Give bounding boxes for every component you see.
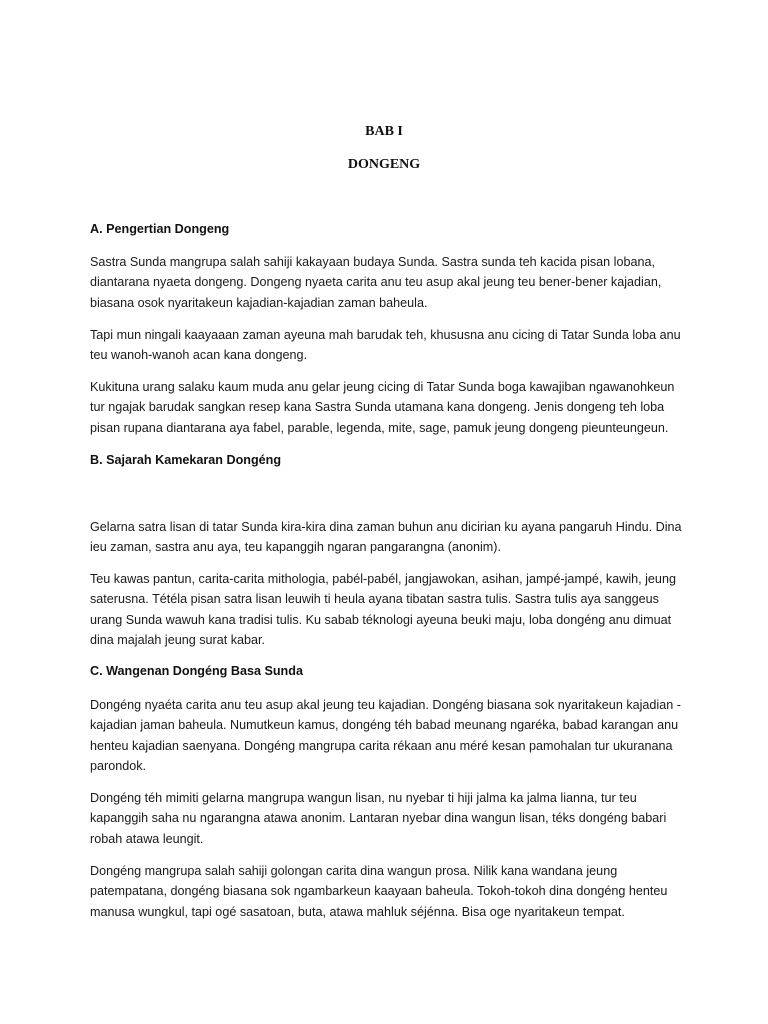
section-a-paragraph-3: Kukituna urang salaku kaum muda anu gelar jeung cicing di Tatar Sunda boga kawajiban ngawanohkeun tur ngajak barudak sangkan resep kana Sastra Sunda utamana kana dongeng. Jenis dongeng teh loba pisan rupana diantarana aya fabel, parable, legenda, mite, sage, pamuk jeung dongeng pieunteungeun.	[90, 380, 675, 435]
section-a-paragraph-1: Sastra Sunda mangrupa salah sahiji kakayaan budaya Sunda. Sastra sunda teh kacida pisan lobana, diantarana nyaeta dongeng. Dongeng nyaeta carita anu teu asup akal jeung teu bener-bener kajadian, biasana osok nyaritakeun kajadian-kajadian zaman baheula.	[90, 255, 662, 310]
chapter-number: BAB I	[365, 124, 403, 139]
section-b-paragraph-2: Teu kawas pantun, carita-carita mithologia, pabél-pabél, jangjawokan, asihan, jampé-jampé, kawih, jeung saterusna. Tétéla pisan satra lisan leuwih ti heula ayana tibatan sastra tulis. Sastra tulis aya sanggeus urang Sunda wawuh kana tradisi tulis. Ku sabab téknologi ayeuna beuki maju, loba dongéng anu dimuat dina majalah jeung surat kabar.	[90, 572, 676, 647]
section-c-heading: C. Wangenan Dongéng Basa Sunda	[90, 664, 303, 678]
section-a-heading: A. Pengertian Dongeng	[90, 222, 230, 236]
section-c-paragraph-1: Dongéng nyaéta carita anu teu asup akal jeung teu kajadian. Dongéng biasana sok nyaritakeun kajadian - kajadian jaman baheula. Numutkeun kamus, dongéng téh babad meunang ngaréka, babad karangan anu henteu kajadian saenyana. Dongéng mangrupa carita rékaan anu méré kesan pamohalan tur ukuranana parondok.	[90, 698, 681, 773]
section-b-paragraph-1: Gelarna satra lisan di tatar Sunda kira-kira dina zaman buhun anu dicirian ku ayana pangaruh Hindu. Dina ieu zaman, sastra anu aya, teu kapanggih ngaran pangarangna (anonim).	[90, 520, 682, 555]
section-b-heading: B. Sajarah Kamekaran Dongéng	[90, 453, 282, 467]
section-a-paragraph-2: Tapi mun ningali kaayaaan zaman ayeuna mah barudak teh, khususna anu cicing di Tatar Sunda loba anu teu wanoh-wanoh acan kana dongeng.	[90, 328, 681, 363]
chapter-title: DONGENG	[347, 157, 421, 172]
section-c-paragraph-3: Dongéng mangrupa salah sahiji golongan carita dina wangun prosa. Nilik kana wandana jeung patempatana, dongéng biasana sok ngambarkeun kaayaan baheula. Tokoh-tokoh dina dongéng henteu manusa wungkul, tapi ogé sasatoan, buta, atawa mahluk séjénna. Bisa oge nyaritakeun tempat.	[90, 864, 668, 919]
section-c-paragraph-2: Dongéng téh mimiti gelarna mangrupa wangun lisan, nu nyebar ti hiji jalma ka jalma lianna, tur teu kapanggih saha nu ngarangna atawa anonim. Lantaran nyebar dina wangun lisan, téks dongéng babari robah atawa leungit.	[90, 791, 667, 846]
